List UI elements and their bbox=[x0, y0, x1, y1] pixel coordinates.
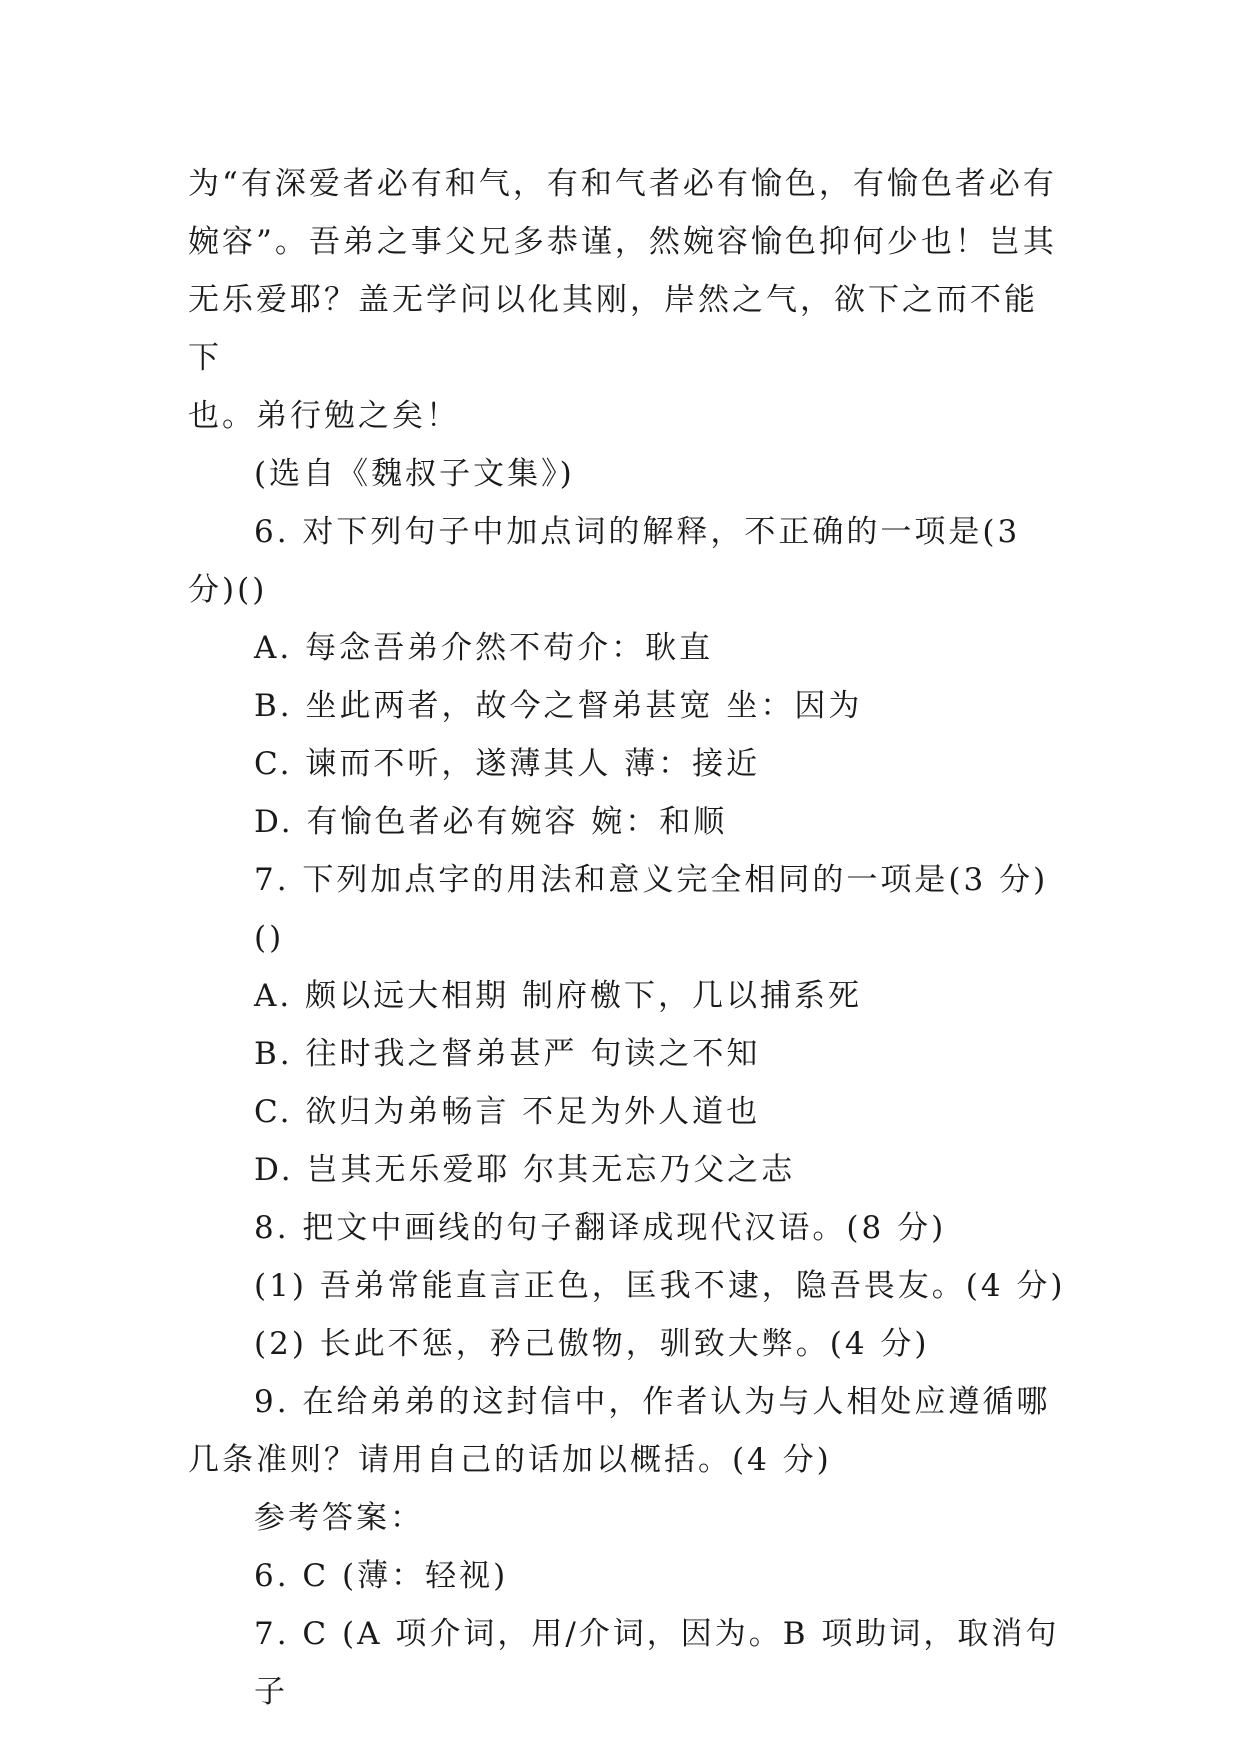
question-7-option-a: A. 颇以远大相期 制府檄下，几以捕系死 bbox=[254, 978, 862, 1014]
passage-line: 婉容”。吾弟之事父兄多恭谨，然婉容愉色抑何少也！岂其 bbox=[188, 224, 1057, 260]
answer-6: 6. C (薄：轻视) bbox=[254, 1558, 509, 1594]
question-7-option-d: D. 岂其无乐爱耶 尔其无忘乃父之志 bbox=[254, 1152, 796, 1188]
question-6-option-b: B. 坐此两者，故今之督弟甚宽 坐：因为 bbox=[254, 688, 863, 724]
question-8-item-2: (2) 长此不惩，矜己傲物，驯致大弊。(4 分) bbox=[254, 1326, 930, 1362]
passage-line: 也。弟行勉之矣！ bbox=[188, 398, 460, 434]
document-page bbox=[188, 155, 1068, 1721]
question-6-stem-continued: 分)() bbox=[188, 572, 268, 608]
question-8-item-1: (1) 吾弟常能直言正色，匡我不逮，隐吾畏友。(4 分) bbox=[254, 1268, 1066, 1304]
question-8-stem: 8. 把文中画线的句子翻译成现代汉语。(8 分) bbox=[254, 1210, 947, 1246]
answers-heading: 参考答案： bbox=[254, 1500, 424, 1536]
question-7-option-c: C. 欲归为弟畅言 不足为外人道也 bbox=[254, 1094, 761, 1130]
question-6-option-a: A. 每念吾弟介然不苟介：耿直 bbox=[254, 630, 714, 666]
question-9-stem: 9. 在给弟弟的这封信中，作者认为与人相处应遵循哪 bbox=[254, 1384, 1051, 1420]
question-6-stem: 6. 对下列句子中加点词的解释，不正确的一项是(3 bbox=[254, 514, 1021, 550]
answer-7: 7. C (A 项介词，用/介词，因为。B 项助词，取消句子 bbox=[254, 1616, 1060, 1710]
question-6-option-c: C. 谏而不听，遂薄其人 薄：接近 bbox=[254, 746, 761, 782]
question-7-stem: 7. 下列加点字的用法和意义完全相同的一项是(3 分)() bbox=[254, 862, 1049, 956]
question-9-stem-continued: 几条准则？请用自己的话加以概括。(4 分) bbox=[188, 1442, 832, 1478]
source-citation: (选自《魏叔子文集》) bbox=[254, 456, 575, 492]
question-7-option-b: B. 往时我之督弟甚严 句读之不知 bbox=[254, 1036, 761, 1072]
passage-line: 无乐爱耶？盖无学问以化其刚，岸然之气，欲下之而不能下 bbox=[188, 282, 1038, 376]
passage-line: 为“有深爱者必有和气，有和气者必有愉色，有愉色者必有 bbox=[188, 166, 1057, 202]
question-6-option-d: D. 有愉色者必有婉容 婉：和顺 bbox=[254, 804, 728, 840]
